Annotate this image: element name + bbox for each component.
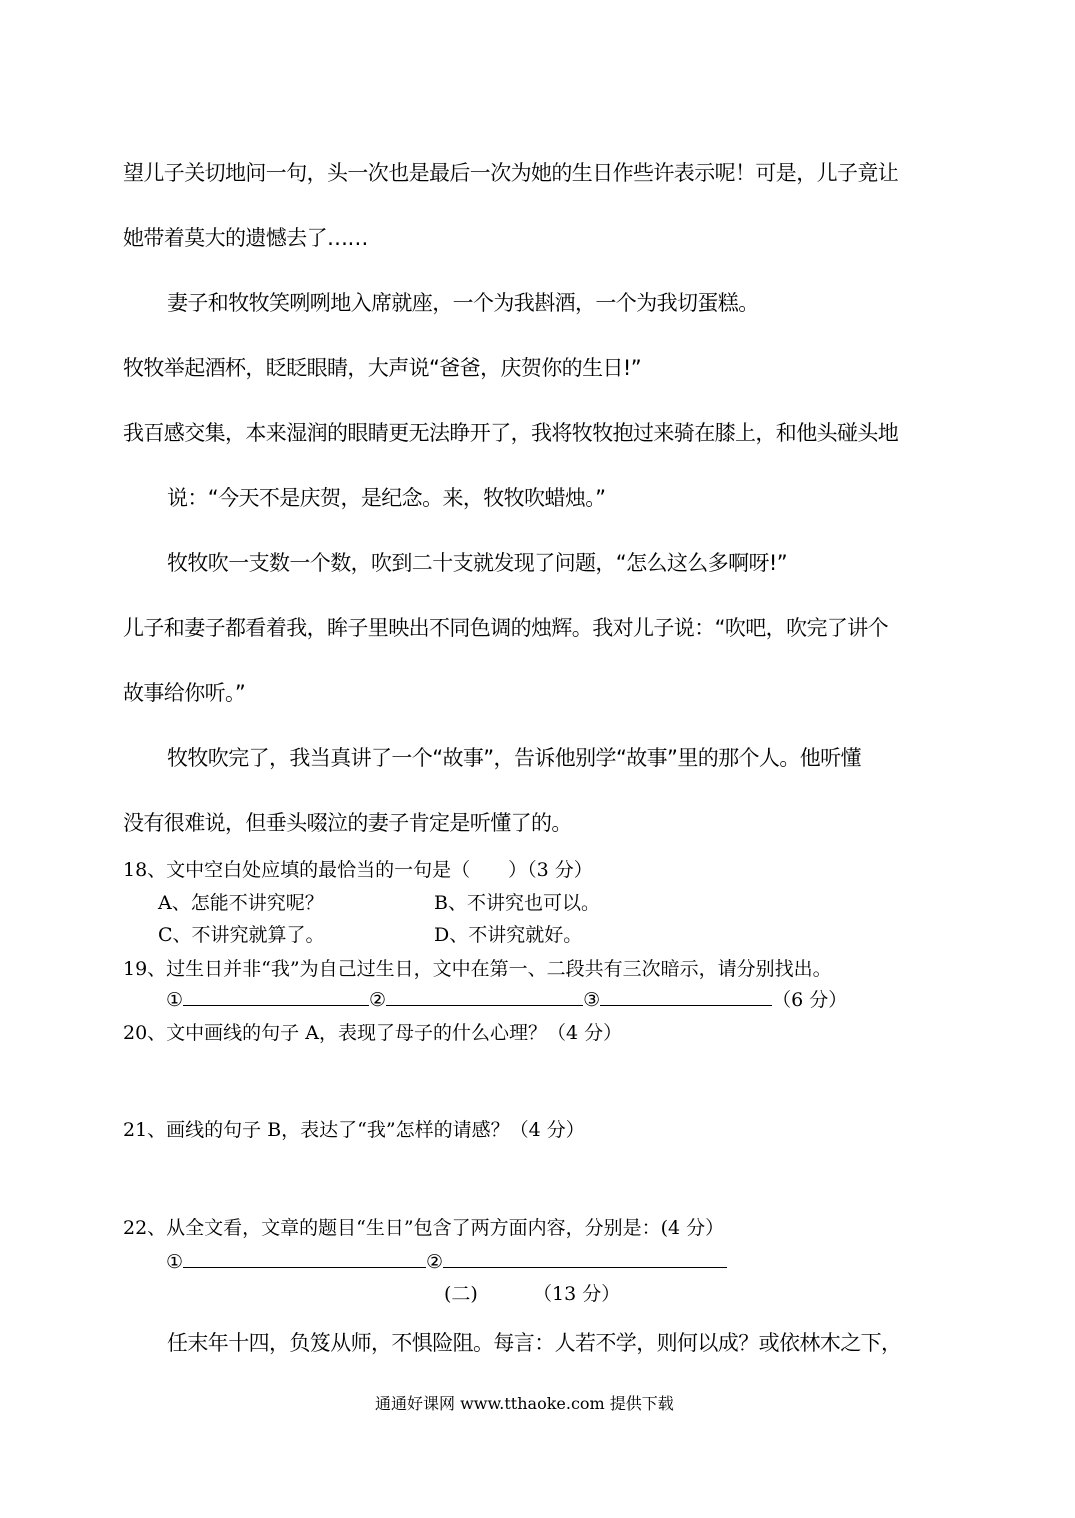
blank-marker-3: ③ xyxy=(583,989,601,1011)
answer-blank[interactable] xyxy=(443,1248,727,1268)
score-label: （6 分） xyxy=(772,989,848,1011)
passage-line: 我百感交集，本来湿润的眼睛更无法睁开了，我将牧牧抱过来骑在膝上，和他头碰头地 xyxy=(123,421,899,445)
passage-line: 任末年十四，负笈从师，不惧险阻。每言：人若不学，则何以成？或依林木之下， xyxy=(167,1331,902,1355)
passage-line: 妻子和牧牧笑咧咧地入席就座，一个为我斟酒，一个为我切蛋糕。 xyxy=(167,291,759,315)
passage-line: 故事给你听。” xyxy=(123,681,246,705)
question-20: 20、文中画线的句子 A，表现了母子的什么心理？（4 分） xyxy=(123,1022,623,1044)
answer-blank[interactable] xyxy=(183,986,369,1006)
passage-line: 牧牧吹完了，我当真讲了一个“故事”，告诉他别学“故事”里的那个人。他听懂 xyxy=(167,746,861,770)
passage-line: 儿子和妻子都看着我，眸子里映出不同色调的烛辉。我对儿子说：“吹吧，吹完了讲个 xyxy=(123,616,889,640)
question-21: 21、画线的句子 B，表达了“我”怎样的请感？（4 分） xyxy=(123,1119,585,1141)
blank-marker-1: ① xyxy=(166,1251,184,1273)
answer-blank[interactable] xyxy=(183,1248,426,1268)
passage-line: 说：“今天不是庆贺，是纪念。来，牧牧吹蜡烛。” xyxy=(167,486,606,510)
option-a: A、怎能不讲究呢？ xyxy=(158,892,324,914)
option-c: C、不讲究就算了。 xyxy=(158,924,325,946)
blank-marker-2: ② xyxy=(426,1251,444,1273)
answer-blanks-22 xyxy=(166,1248,727,1276)
answer-blank[interactable] xyxy=(600,986,772,1006)
blank-marker-1: ① xyxy=(166,989,184,1011)
passage-line: 牧牧吹一支数一个数，吹到二十支就发现了问题，“怎么这么多啊呀!” xyxy=(167,551,787,575)
answer-blank[interactable] xyxy=(386,986,583,1006)
option-b: B、不讲究也可以。 xyxy=(434,892,600,914)
passage-line: 她带着莫大的遗憾去了…… xyxy=(123,226,368,250)
question-22: 22、从全文看，文章的题目“生日”包含了两方面内容，分别是：(4 分） xyxy=(123,1217,725,1239)
page-footer: 通通好课网 www.tthaoke.com 提供下载 xyxy=(375,1394,674,1413)
passage-line: 望儿子关切地问一句，头一次也是最后一次为她的生日作些许表示呢！可是，儿子竟让 xyxy=(123,161,899,185)
question-19: 19、过生日并非“我”为自己过生日，文中在第一、二段共有三次暗示，请分别找出。 xyxy=(123,958,832,980)
passage-line: 没有很难说，但垂头啜泣的妻子肯定是听懂了的。 xyxy=(123,811,572,835)
section-score: （13 分） xyxy=(533,1283,621,1305)
section-label: (二) xyxy=(444,1283,478,1305)
option-d: D、不讲究就好。 xyxy=(434,924,583,946)
passage-line: 牧牧举起酒杯，眨眨眼睛，大声说“爸爸，庆贺你的生日!” xyxy=(123,356,641,380)
blank-marker-2: ② xyxy=(369,989,387,1011)
answer-blanks-19 xyxy=(166,986,847,1014)
question-18: 18、文中空白处应填的最恰当的一句是（ ）（3 分） xyxy=(123,859,593,881)
